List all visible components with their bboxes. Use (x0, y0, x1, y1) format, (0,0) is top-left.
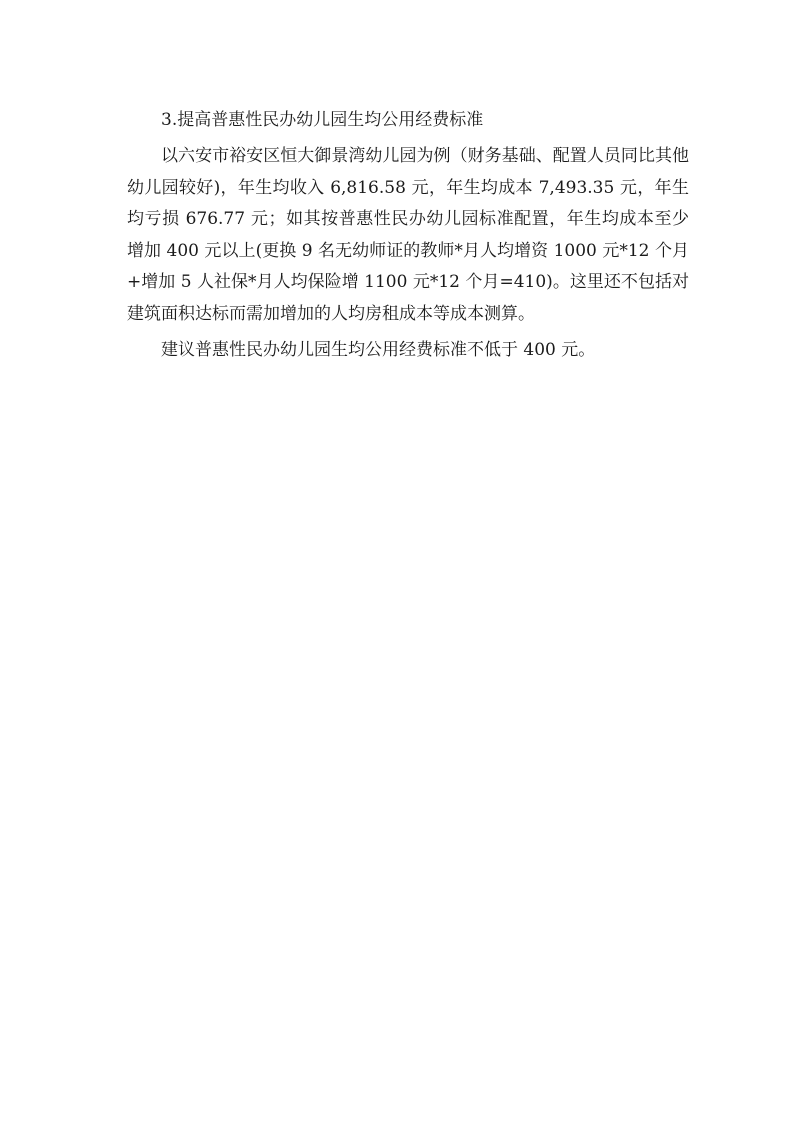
section-heading: 3.提高普惠性民办幼儿园生均公用经费标准 (161, 110, 484, 130)
paragraph-recommendation: 建议普惠性民办幼儿园生均公用经费标准不低于 400 元。 (161, 340, 596, 360)
document-body (127, 103, 689, 367)
paragraph-example: 以六安市裕安区恒大御景湾幼儿园为例（财务基础、配置人员同比其他幼儿园较好)，年生均收入 6,816.58 元，年生均成本 7,493.35 元，年生均亏损 676.77 元；如其按普惠性民办幼儿园标准配置，年生均成本至少增加 400 元以上(更换 9 名无幼师证的教师*月人均增资 1000 元*12 个月+增加 5 人社保*月人均保险增 1100 元*12 个月=410)。这里还不包括对建筑面积达标而需加增加的人均房租成本等成本测算。 (127, 146, 689, 324)
